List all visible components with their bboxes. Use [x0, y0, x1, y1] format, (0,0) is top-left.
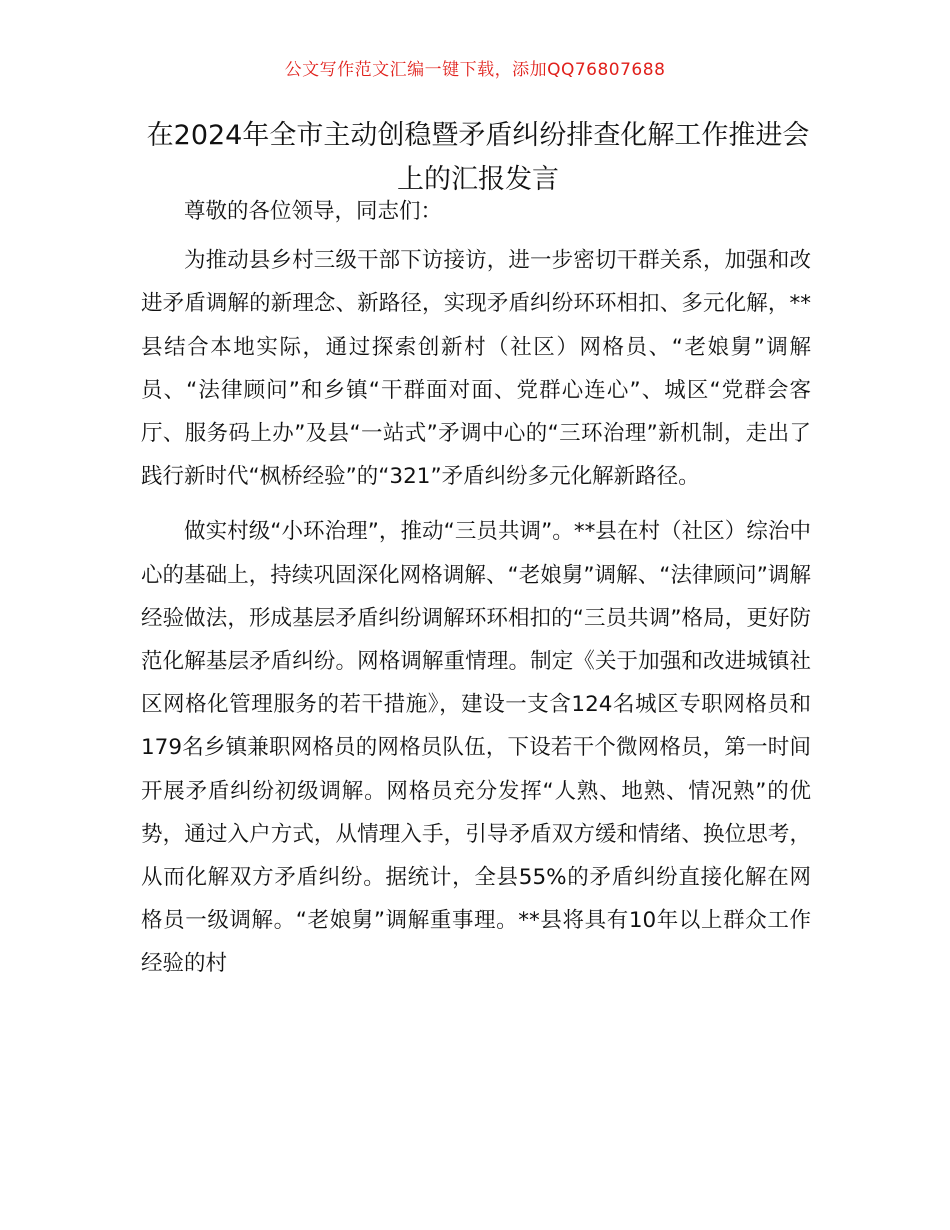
paragraph-grid-mediation: 网格调解重情理。制定《关于加强和改进城镇社区网格化管理服务的若干措施》，建设一支含124名城区专职网格员和179名乡镇兼职网格员的网格员队伍，下设若干个微网格员，第一时间开展矛盾纠纷初级调解。网格员充分发挥“人熟、地熟、情况熟”的优势，通过入户方式，从情理入手，引导矛盾双方缓和情绪、换位思考，从而化解双方矛盾纠纷。据统计，全县55%的矛盾纠纷直接化解在网格员一级调解。 [141, 649, 811, 934]
download-banner: 公文写作范文汇编一键下载，添加QQ76807688 [284, 60, 666, 80]
paragraph-intro: 为推动县乡村三级干部下访接访，进一步密切干群关系，加强和改进矛盾调解的新理念、新路径，实现矛盾纠纷环环相扣、多元化解，**县结合本地实际，通过探索创新村（社区）网格员、“老娘舅”调解员、“法律顾问”和乡镇“干群面对面、党群心连心”、城区“党群会客厅、服务码上办”及县“一站式”矛调中心的“三环治理”新机制，走出了践行新时代“枫桥经验”的“321”矛盾纠纷多元化解新路径。 [141, 248, 811, 490]
paragraph-uncle-mediation: “老娘舅”调解重事理。**县将具有10年以上群众工作经验的村 [141, 908, 811, 977]
paragraph-village-governance [141, 510, 811, 985]
greeting-line: 尊敬的各位领导，同志们： [184, 199, 443, 224]
paragraph-village-governance-intro: 做实村级“小环治理”，推动“三员共调”。**县在村（社区）综治中心的基础上，持续巩固深化网格调解、“老娘舅”调解、“法律顾问”调解经验做法，形成基层矛盾纠纷调解环环相扣的“三员共调”格局，更好防范化解基层矛盾纠纷。 [141, 519, 811, 675]
document-body [141, 190, 811, 986]
document-title: 在2024年全市主动创稳暨矛盾纠纷排查化解工作推进会上的汇报发言 [146, 120, 810, 195]
